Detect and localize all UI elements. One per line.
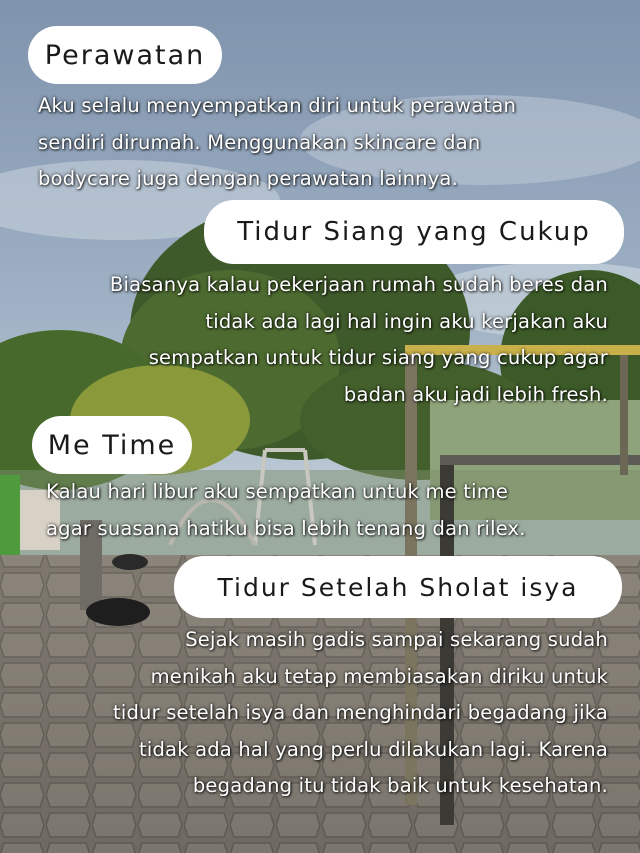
heading-tidur-siang-text: Tidur Siang yang Cukup	[237, 217, 591, 247]
paragraph-line: Aku selalu menyempatkan diri untuk perawatan	[38, 94, 517, 117]
paragraph-line: tidak ada hal yang perlu dilakukan lagi. Karena	[139, 737, 608, 761]
heading-perawatan	[28, 26, 222, 84]
heading-tidur-setelah-isya-text: Tidur Setelah Sholat isya	[217, 572, 579, 602]
paragraph-line: menikah aku tetap membiasakan diriku untuk	[150, 664, 608, 688]
heading-tidur-siang	[204, 200, 624, 264]
paragraph-me-time	[46, 474, 526, 547]
paragraph-line: Kalau hari libur aku sempatkan untuk me time	[46, 480, 509, 503]
paragraph-line: begadang itu tidak baik untuk kesehatan.	[192, 774, 608, 797]
paragraph-line: badan aku jadi lebih fresh.	[343, 382, 608, 406]
paragraph-line: sendiri dirumah. Menggunakan skincare dan	[38, 130, 481, 154]
paragraph-line: tidur setelah isya dan menghindari begadang jika	[112, 701, 608, 724]
paragraph-line: tidak ada lagi hal ingin aku kerjakan aku	[205, 309, 608, 333]
paragraph-line: Sejak masih gadis sampai sekarang sudah	[185, 628, 608, 651]
paragraph-tidur-siang	[110, 267, 608, 413]
heading-me-time-text: Me Time	[47, 429, 177, 461]
paragraph-line: bodycare juga dengan perawatan lainnya.	[38, 167, 458, 190]
heading-me-time	[32, 416, 192, 474]
paragraph-tidur-setelah-isya	[113, 622, 608, 805]
heading-perawatan-text: Perawatan	[44, 39, 206, 71]
paragraph-line: agar suasana hatiku bisa lebih tenang dan rilex.	[46, 516, 526, 540]
paragraph-line: Biasanya kalau pekerjaan rumah sudah beres dan	[109, 273, 608, 296]
heading-tidur-setelah-isya	[174, 556, 622, 618]
paragraph-perawatan	[38, 88, 516, 198]
paragraph-line: sempatkan untuk tidur siang yang cukup agar	[148, 346, 608, 369]
